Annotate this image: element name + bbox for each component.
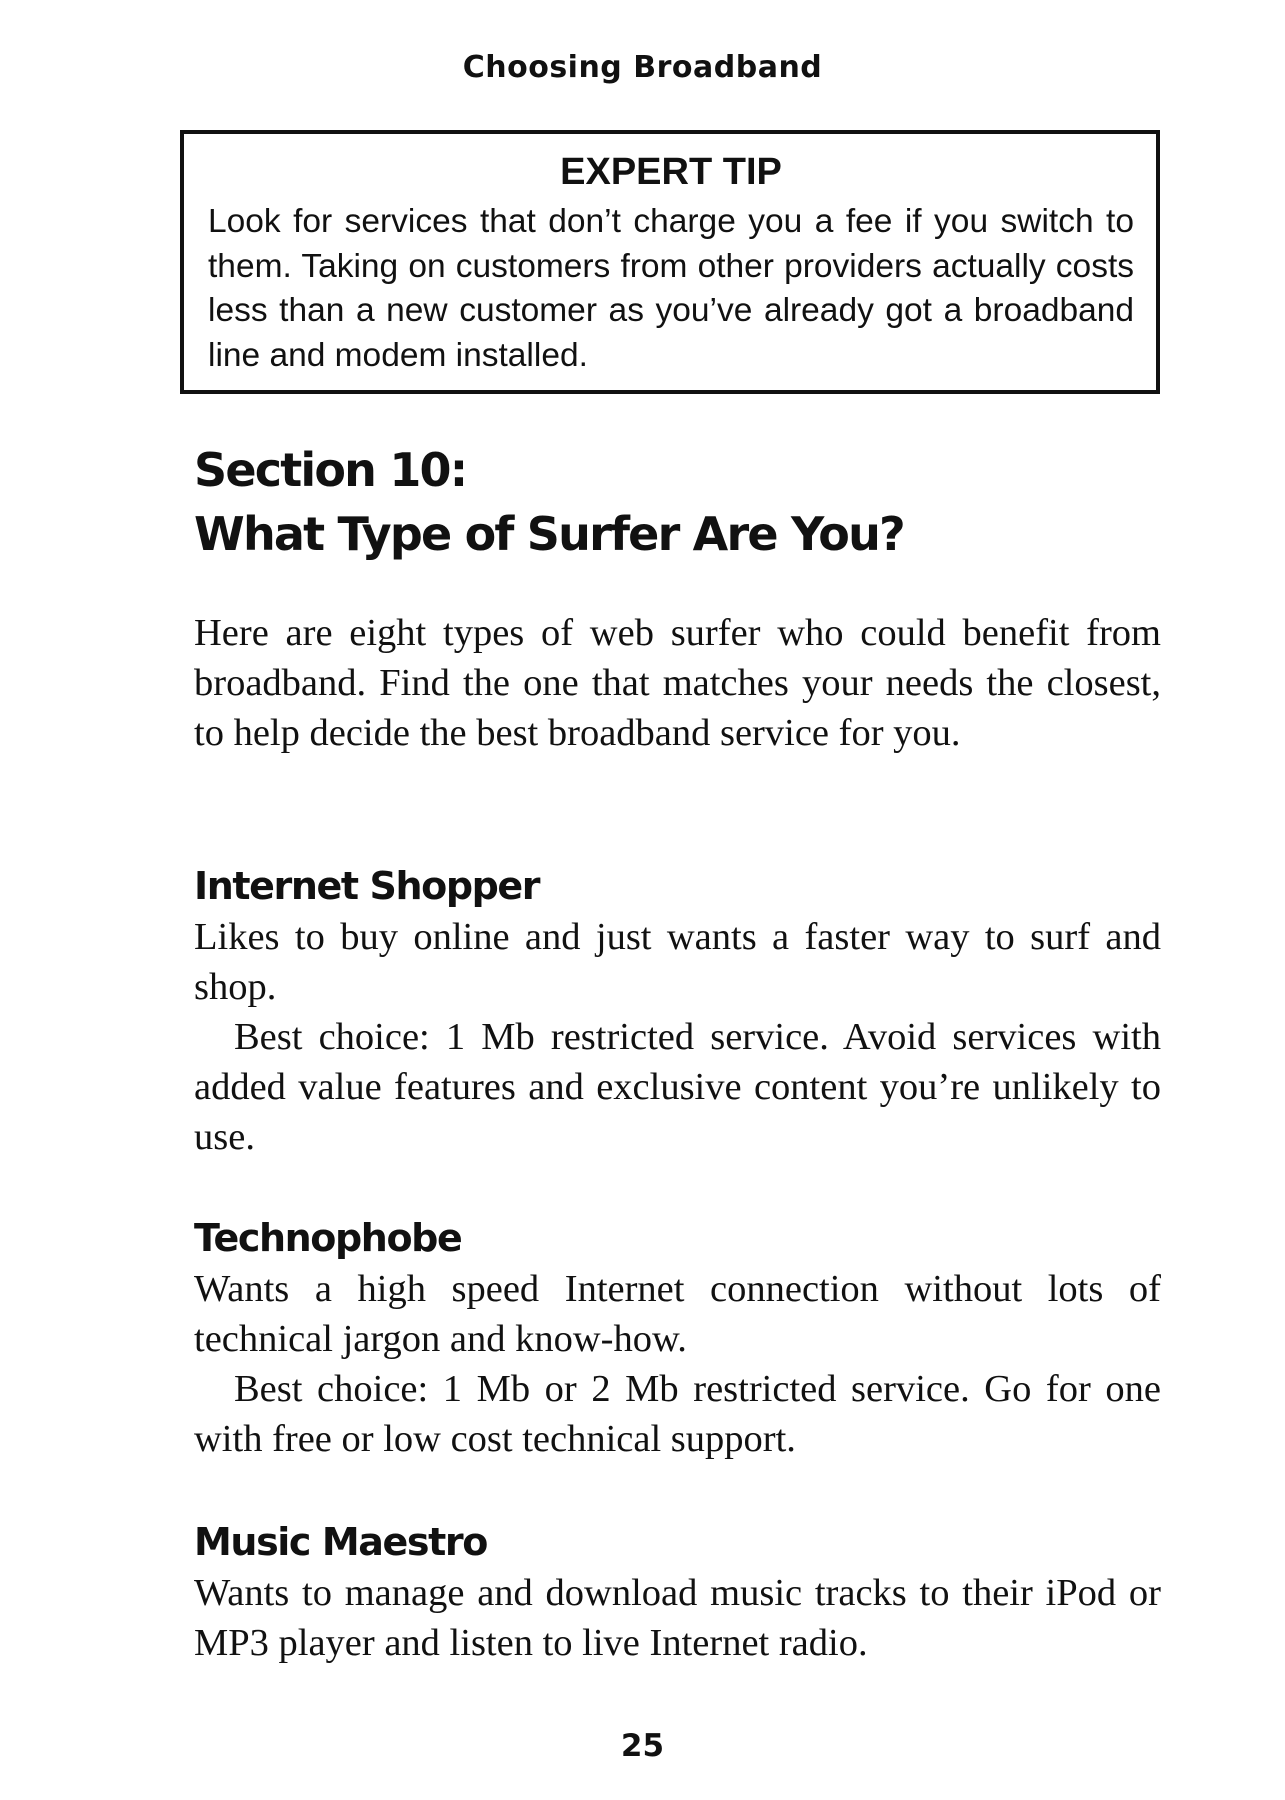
section-intro: Here are eight types of web surfer who could benefit from broadband. Find the one that matches your needs the closest, to help decide the best broadband service for you.	[194, 612, 1161, 754]
page-number: 25	[620, 1728, 665, 1764]
surfer-type-best-choice: Best choice: 1 Mb restricted service. Avoid services with added value features and exclusive content you’re unlikely to use.	[194, 1016, 1161, 1158]
surfer-type-heading: Music Maestro	[194, 1520, 487, 1564]
running-head: Choosing Broadband	[462, 50, 823, 85]
surfer-type-description: Wants a high speed Internet connection without lots of technical jargon and know-how.	[194, 1268, 1161, 1360]
section-heading	[194, 438, 1161, 566]
section-title: What Type of Surfer Are You?	[194, 507, 904, 561]
surfer-type-heading: Internet Shopper	[194, 864, 540, 908]
expert-tip-title: EXPERT TIP	[560, 151, 782, 193]
surfer-type-description: Likes to buy online and just wants a faster way to surf and shop.	[194, 916, 1161, 1008]
surfer-type-description: Wants to manage and download music tracks to their iPod or MP3 player and listen to live Internet radio.	[194, 1572, 1161, 1664]
expert-tip-body: Look for services that don’t charge you a fee if you switch to them. Taking on customers from other providers actually costs less than a new customer as you’ve already got a broadband line and modem installed.	[208, 203, 1134, 374]
surfer-type-block	[194, 1214, 1161, 1464]
surfer-type-best-choice: Best choice: 1 Mb or 2 Mb restricted service. Go for one with free or low cost technical support.	[194, 1368, 1161, 1460]
expert-tip-box	[180, 130, 1160, 394]
surfer-type-heading: Technophobe	[194, 1216, 462, 1260]
section-number: Section 10:	[194, 443, 467, 497]
surfer-type-block	[194, 862, 1161, 1162]
surfer-type-block	[194, 1518, 1161, 1668]
